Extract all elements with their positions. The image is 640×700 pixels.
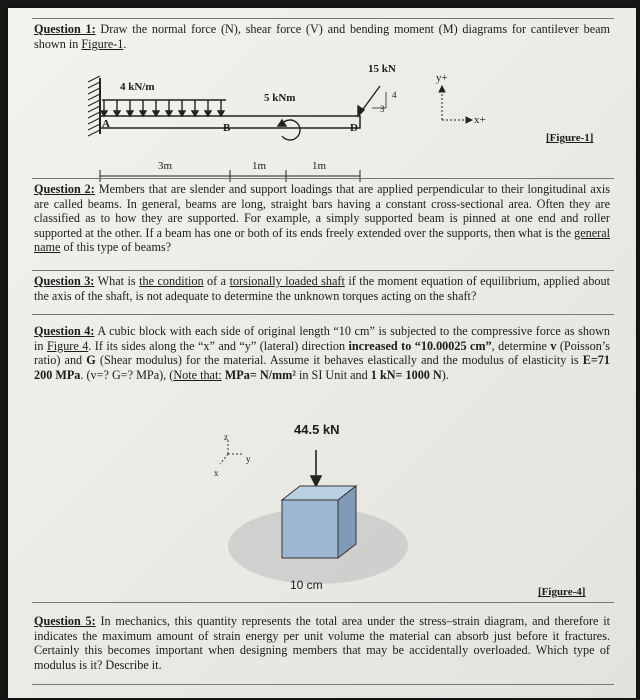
question-4-bold-5: MPa= N/mm² [221,367,296,382]
figure-4-cube-diagram [188,428,448,588]
point-a-label: A [102,118,110,130]
question-4-bold-3: G [86,353,96,368]
fixed-support-wall [88,76,100,136]
question-4-figure-ref: Figure 4 [46,338,89,353]
question-3-text-c: if the moment equation of equilibrium, applied about the axis of the shaft, is not adequate to determine the unknown torques acting on the shaft? [34,274,610,303]
axis-z-label: z [224,432,228,442]
figure-4-force-label: 44.5 kN [294,422,340,437]
cube [282,486,356,558]
question-4-heading: Question 4: [34,324,95,338]
question-4-bold-4: E=71 200 MPa [34,353,610,382]
question-2 [34,182,610,255]
axis-x-label: x+ [474,114,486,126]
question-4-text-7: in SI Unit and [295,367,371,382]
bottom-rule [32,684,614,685]
dimension-1m-a: 1m [252,160,267,172]
axis-x4-label: x [214,468,219,478]
rule-2 [32,270,614,271]
force-label: 15 kN [368,63,396,75]
question-2-heading: Question 2: [34,182,95,196]
question-1-heading: Question 1: [34,22,96,36]
compressive-force-arrow [311,450,321,486]
question-4-text-4: (Poisson’s ratio) and [34,338,610,368]
cube-side-label: 10 cm [290,578,323,592]
axis-y-label: y+ [436,72,448,84]
rule-4 [32,602,614,603]
question-1-figure-ref: Figure-1 [81,36,124,51]
rule-3 [32,314,614,315]
moment-label: 5 kNm [264,92,296,104]
top-rule [32,18,614,19]
question-4-underline: Note that: [173,367,222,382]
dimension-3m: 3m [158,160,173,172]
question-4-bold-6: 1 kN= 1000 N [370,367,442,382]
question-3-underline-2: torsionally loaded shaft [229,274,345,288]
question-4-text-8: ). [441,367,449,382]
slope-label-4: 4 [392,90,397,100]
question-3-underline-1: the condition [139,274,204,288]
question-1-end: . [123,36,127,51]
axis-y4-label: y [246,454,251,464]
question-4-bold-1: increased to “10.00025 cm” [348,338,492,353]
question-5 [34,614,610,672]
point-d-label: D [350,122,358,134]
distributed-load-label: 4 kN/m [120,81,155,93]
question-5-heading: Question 5: [34,614,96,628]
question-3-heading: Question 3: [34,274,95,288]
question-2-underlined: general name [34,225,610,255]
question-4-text-6: . (v=? G=? MPa), ( [80,367,174,382]
document-page [8,8,636,698]
slope-label-3: 3 [380,104,385,114]
question-3 [34,274,610,303]
question-2-text-b: of this type of beams? [60,240,172,255]
question-4-text-1: A cubic block with each side of original length “10 cm” is subjected to the compressive force as shown in [34,324,610,353]
figure-4-label: [Figure-4] [538,586,586,598]
question-4 [34,324,610,382]
distributed-load [101,100,226,116]
question-4-bold-2: v [550,338,557,353]
question-3-text-a: What is [94,274,140,288]
figure-1-label: [Figure-1] [546,132,594,144]
question-3-text-b: of a [203,274,230,288]
figure-1-beam-diagram [68,56,628,186]
question-1 [34,22,610,51]
moment-arrow [278,120,300,140]
question-4-text-3: , determine [491,338,551,353]
question-4-text-5: (Shear modulus) for the material. Assume it behaves elastically and the modulus of elasticity is [95,353,583,368]
question-2-text-a: Members that are slender and support loadings that are applied perpendicular to their longitudinal axis are called beams. In general, beams are long, straight bars having a constant cross-sectional area. Often they are classified as to how they are supported. For example, a simply supported beam is pinned at one end and roller supported at the other. If a beam has one or both of its ends freely extended over the supports, then what is the [34,182,610,240]
question-5-text: In mechanics, this quantity represents the total area under the stress–strain diagram, and therefore it indicates the maximum amount of strain energy per unit volume the material can absorb just before it fractures. Certainly this becomes important when designing members that may be accidentally overloaded. Which type of modulus is it? Describe it. [34,614,610,672]
dimension-1m-b: 1m [312,160,327,172]
rule-1 [32,178,614,179]
axes-indicator [439,86,472,123]
point-b-label: B [223,122,231,134]
question-4-text-2: . If its sides along the “x” and “y” (lateral) direction [88,338,349,353]
question-1-text: Draw the normal force (N), shear force (V) and bending moment (M) diagrams for cantilever beam shown in [34,22,610,51]
